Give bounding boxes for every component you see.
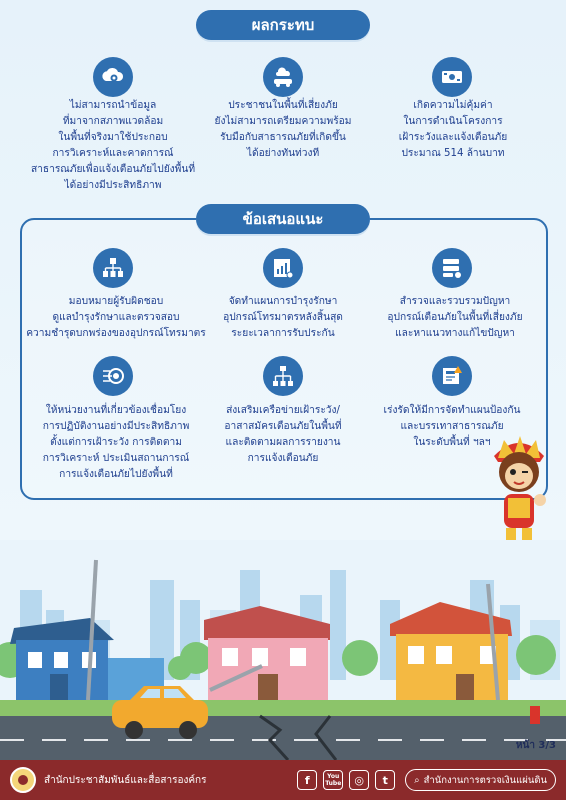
impact-text-2: ประชาชนในพื้นที่เสี่ยงภัย ยังไม่สามารถเตรียมความพร้อม รับมือกับสาธารณภัยที่เกิดขึ้น ได้อย่างทันท่วงที xyxy=(214,100,352,159)
recommend-text-3: สำรวจและรวบรวมปัญหา อุปกรณ์เตือนภัยในพื้นที่เสี่ยงภัย และหาแนวทางแก้ไขปัญหา xyxy=(387,296,523,339)
recommend-text-4: ให้หน่วยงานที่เกี่ยวข้องเชื่อมโยง การปฏิบัติงานอย่างมีประสิทธิภาพ ตั้งแต่การเฝ้าระวัง การติดตาม การวิเคราะห์ ประเมินสถานการณ์ การแจ้งเตือนภัยไปยังพื้นที่ xyxy=(42,405,190,480)
footer-org-right: สำนักงานการตรวจเงินแผ่นดิน xyxy=(423,774,547,786)
plan-warning-icon xyxy=(432,356,472,396)
impact-title: ผลกระทบ xyxy=(196,10,370,40)
search-icon: ⌕ xyxy=(414,774,420,786)
facebook-icon[interactable]: f xyxy=(297,770,317,790)
recommend-text-6: เร่งรัดให้มีการจัดทำแผนป้องกัน และบรรเทาสาธารณภัย ในระดับพื้นที่ ฯลฯ xyxy=(383,405,521,448)
recommend-text-5: ส่งเสริมเครือข่ายเฝ้าระวัง/ อาสาสมัครเตือนภัยในพื้นที่ และติดตามผลการรายงาน การแจ้งเตือนภัย xyxy=(224,405,342,464)
page-number: หน้า 3/3 xyxy=(515,740,556,751)
recommend-text-2: จัดทำแผนการบำรุงรักษา อุปกรณ์โทรมาตรหลังสิ้นสุด ระยะเวลาการรับประกัน xyxy=(223,296,343,339)
org-chart-icon xyxy=(93,248,133,288)
car-rain-icon xyxy=(263,57,303,97)
recommend-title: ข้อเสนอแนะ xyxy=(196,204,370,234)
network-icon xyxy=(263,356,303,396)
mascot-illustration xyxy=(484,430,554,558)
report-icon xyxy=(263,248,303,288)
instagram-icon[interactable]: ◎ xyxy=(349,770,369,790)
server-gear-icon xyxy=(432,248,472,288)
footer-bar xyxy=(0,760,566,800)
search-box[interactable] xyxy=(405,769,556,791)
footer-org-left: สำนักประชาสัมพันธ์และสื่อสารองค์กร xyxy=(44,774,207,786)
impact-text-1: ไม่สามารถนำข้อมูล ที่มาจากสภาพแวดล้อม ในพื้นที่จริงมาใช้ประกอบ การวิเคราะห์และคาดการณ์ สาธารณภัยเพื่อแจ้งเตือนภัยไปยังพื้นที่ ได้อย่างมีประสิทธิภาพ xyxy=(30,100,196,191)
gear-cloud-icon xyxy=(93,57,133,97)
target-icon xyxy=(93,356,133,396)
twitter-icon[interactable]: t xyxy=(375,770,395,790)
money-icon xyxy=(432,57,472,97)
recommend-text-1: มอบหมายผู้รับผิดชอบ ดูแลบำรุงรักษาและตรวจสอบ ความชำรุดบกพร่องของอุปกรณ์โทรมาตร xyxy=(26,296,206,339)
impact-text-3: เกิดความไม่คุ้มค่า ในการดำเนินโครงการ เฝ้าระวังและแจ้งเตือนภัย ประมาณ 514 ล้านบาท xyxy=(398,100,508,159)
organization-seal-icon xyxy=(10,767,36,793)
youtube-icon[interactable]: You Tube xyxy=(323,770,343,790)
earthquake-scene-illustration xyxy=(0,540,566,760)
